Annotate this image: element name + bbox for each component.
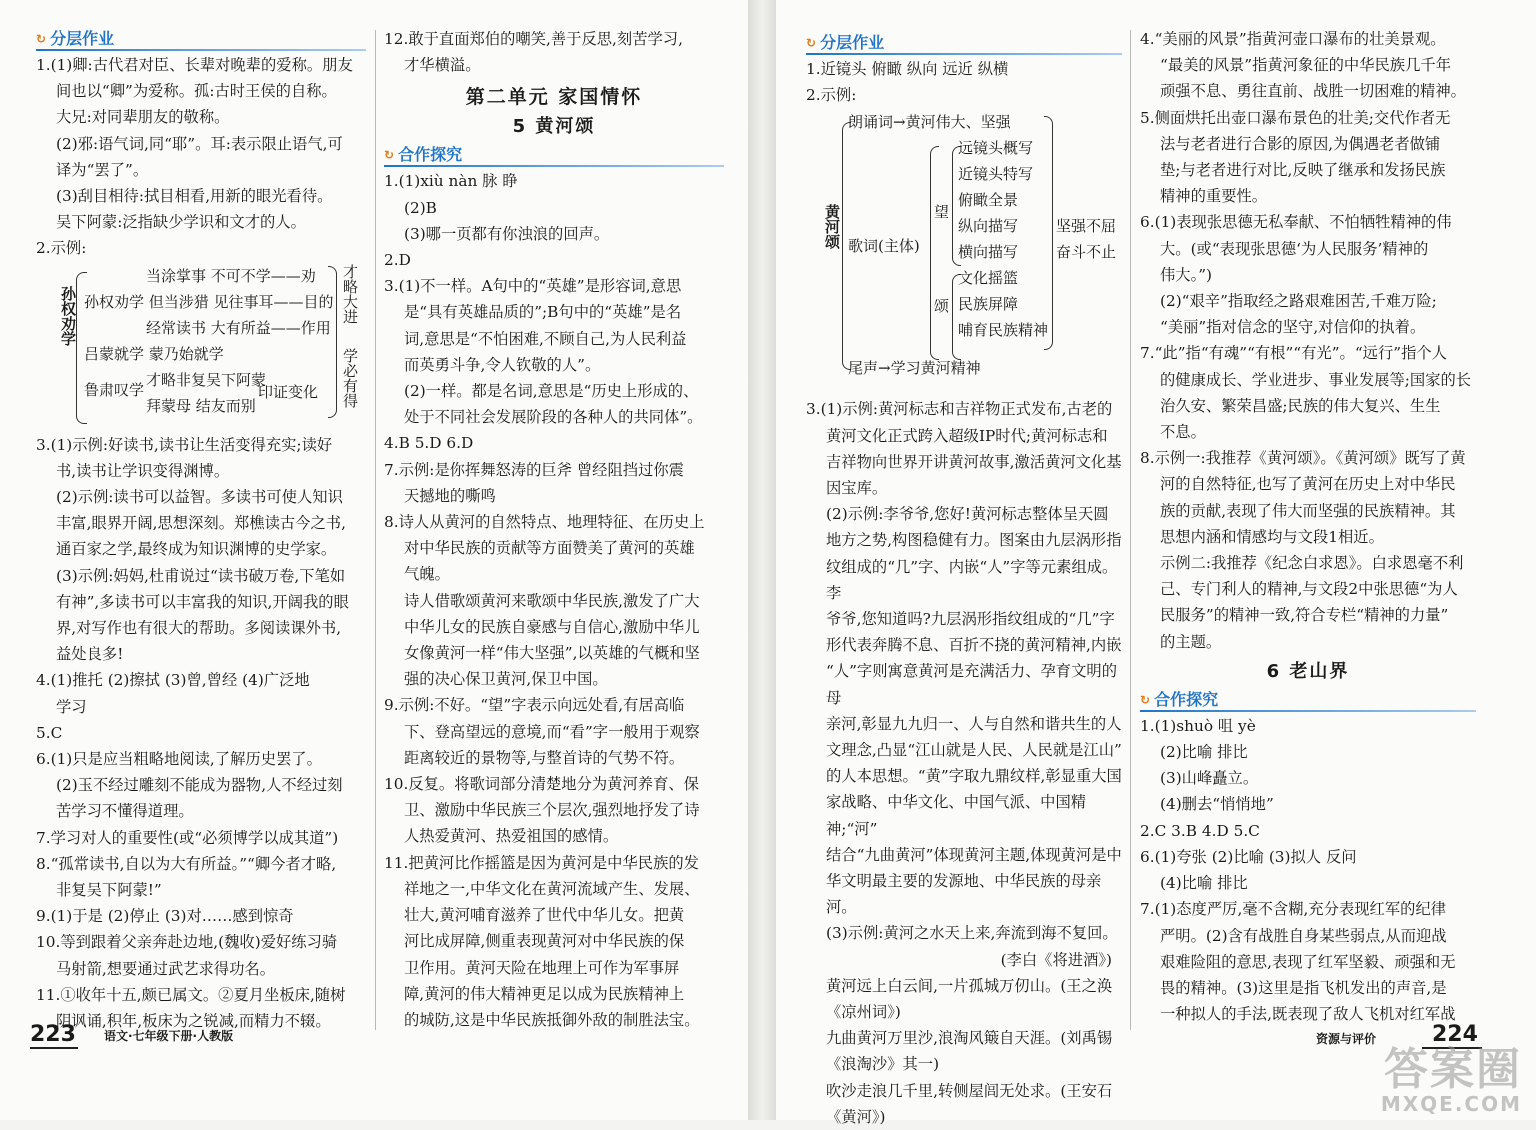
answer-line: 思想内涵和情感均与文段1相近。 bbox=[1160, 527, 1384, 546]
answer-line: 严明。(2)含有战胜自身某些弱点,从而迎战 bbox=[1160, 926, 1447, 945]
answer-line: 的主题。 bbox=[1160, 632, 1222, 651]
header-arrow-icon: ↻ bbox=[806, 35, 817, 50]
answer-line: 示例二:我推荐《纪念白求恩》。白求恩毫不利 bbox=[1160, 554, 1464, 573]
answer-line: (2)示例:读书可以益智。多读书可使人知识 bbox=[56, 488, 343, 507]
answer-line: 垫;与老者进行对比,反映了继承和发扬民族 bbox=[1160, 161, 1446, 180]
answer-line: “最美的风景”指黄河象征的中华民族几千年 bbox=[1160, 56, 1451, 75]
header-arrow-icon: ↻ bbox=[36, 31, 47, 46]
header-underline bbox=[1140, 710, 1476, 712]
left-column-1 bbox=[36, 26, 366, 1034]
answer-line: 九曲黄河万里沙,浪淘风簸自天涯。(刘禹锡 bbox=[826, 1029, 1113, 1048]
answer-line: 吹沙走浪几千里,转侧屋闾无处求。(王安石 bbox=[826, 1081, 1113, 1100]
answer-line: 益处良多! bbox=[56, 645, 124, 664]
answer-line: 1.(1)卿:古代君对臣、长辈对晚辈的爱称。朋友 bbox=[36, 56, 353, 74]
right-page bbox=[776, 0, 1536, 1126]
answer-line: 距离较近的景物等,与整首诗的气势不符。 bbox=[404, 748, 685, 767]
section-header-fenceng bbox=[36, 26, 366, 52]
answer-line: 学习 bbox=[56, 697, 87, 716]
left-column-2 bbox=[384, 26, 724, 1033]
answer-line: 形代表奔腾不息、百折不挠的黄河精神,内嵌 bbox=[826, 636, 1122, 655]
answer-line: (3)山峰矗立。 bbox=[1160, 769, 1259, 788]
answer-line: 大。(或“表现张思德‘为人民服务’精神的 bbox=[1160, 239, 1429, 258]
answer-line: 4.(1)推托 (2)擦拭 (3)曾,曾经 (4)广泛地 bbox=[36, 671, 310, 690]
answer-line: 文理念,凸显“江山就是人民、人民就是江山” bbox=[826, 741, 1122, 760]
diagram-result: 奋斗不止 bbox=[1056, 243, 1117, 262]
answer-line: 1.(1)shuò 咀 yè bbox=[1140, 716, 1256, 735]
section-header-hezuo bbox=[1140, 687, 1476, 713]
answer-line: 9.示例:不好。“望”字表示向远处看,有居高临 bbox=[384, 696, 685, 715]
answer-line: 壮大,黄河哺育滋养了世代中华儿女。把黄 bbox=[404, 906, 685, 925]
diagram-node: 远镜头概写 bbox=[958, 139, 1034, 158]
answer-line: 黄河文化正式跨入超级IP时代;黄河标志和 bbox=[826, 426, 1108, 445]
answer-line: (3)哪一页都有你浊浪的回声。 bbox=[404, 224, 610, 243]
answer-line: (2)邪:语气词,同“耶”。耳:表示限止语气,可 bbox=[56, 134, 343, 153]
answer-line: 5.C bbox=[36, 723, 63, 742]
answer-line: 通百家之学,最终成为知识渊博的史学家。 bbox=[56, 540, 337, 559]
answer-line: 结合“九曲黄河”体现黄河主题,体现黄河是中 bbox=[826, 845, 1122, 864]
diagram-node: 印证变化 bbox=[258, 382, 319, 401]
right-column-2 bbox=[1140, 26, 1476, 1027]
watermark bbox=[1380, 1044, 1522, 1116]
diagram-node: 颂 bbox=[934, 297, 950, 316]
diagram-node: 拜蒙母 结友而别 bbox=[146, 396, 256, 415]
answer-line: 7.(1)态度严厉,毫不含糊,充分表现红军的纪律 bbox=[1140, 900, 1447, 919]
page-gutter bbox=[748, 0, 776, 1120]
answer-line: 4.B 5.D 6.D bbox=[384, 434, 474, 453]
answer-line: 《黄河》) bbox=[826, 1107, 886, 1126]
diagram-node: 经常读书 大有所益——作用 bbox=[146, 318, 331, 337]
footer-rule bbox=[30, 1047, 78, 1049]
footer-book-title: 资源与评价 bbox=[1316, 1032, 1377, 1046]
answer-line: 的人本思想。“黄”字取九鼎纹样,彰显重大国 bbox=[826, 767, 1122, 786]
diagram-root-label: 孙权劝学 bbox=[59, 285, 77, 346]
answer-line: 12.敢于直面郑伯的嘲笑,善于反思,刻苦学习, bbox=[384, 30, 683, 48]
answer-line: 祥地之一,中华文化在黄河流域产生、发展、 bbox=[404, 879, 700, 898]
answer-line: 8.“孤常读书,自以为大有所益。”“卿今者才略, bbox=[36, 854, 337, 873]
answer-line: 9.(1)于是 (2)停止 (3)对……感到惊奇 bbox=[36, 907, 294, 926]
answer-line: (2)比喻 排比 bbox=[1160, 743, 1248, 762]
diagram-result: 学必有得 bbox=[341, 347, 359, 408]
watermark-url: MXQE.COM bbox=[1380, 1092, 1522, 1116]
answer-line: (3)刮目相待:拭目相看,用新的眼光看待。 bbox=[56, 187, 333, 206]
answer-line: (3)示例:黄河之水天上来,奔流到海不复回。 bbox=[826, 924, 1118, 943]
answer-line: 亲河,彰显九九归一、人与自然和谐共生的人 bbox=[826, 714, 1122, 733]
answer-line: 畏的精神。(3)这里是指飞机发出的声音,是 bbox=[1160, 978, 1447, 997]
answer-line: 界,对写作也有很大的帮助。多阅读课外书, bbox=[56, 619, 342, 638]
header-underline bbox=[36, 49, 366, 51]
diagram-node: 近镜头特写 bbox=[958, 165, 1034, 184]
answer-line: “人”字则寓意黄河是充满活力、孕育文明的母 bbox=[826, 662, 1117, 707]
diagram-result: 坚强不屈 bbox=[1056, 217, 1117, 236]
answer-line: 吴下阿蒙:泛指缺少学识和文才的人。 bbox=[56, 213, 306, 232]
answer-line: 吉祥物向世界开讲黄河故事,激活黄河文化基 bbox=[826, 452, 1122, 471]
answer-line: 地方之势,构图稳健有力。图案由九层涡形指 bbox=[826, 531, 1122, 550]
page-number: 224 bbox=[1432, 1022, 1478, 1047]
diagram-node: 哺育民族精神 bbox=[958, 321, 1049, 340]
section-header-fenceng bbox=[806, 30, 1122, 56]
answer-line: 3.(1)示例:好读书,读书让生活变得充实;读好 bbox=[36, 435, 333, 454]
answer-line: 家战略、中华文化、中国气派、中国精神;“河” bbox=[826, 793, 1087, 838]
answer-line: 非复吴下阿蒙!” bbox=[56, 881, 162, 900]
answer-line: 因宝库。 bbox=[826, 479, 888, 498]
section-header-hezuo bbox=[384, 142, 724, 168]
answer-line: 下、登高望远的意境,而“看”字一般用于观察 bbox=[404, 722, 700, 741]
answer-line: 精神的重要性。 bbox=[1160, 187, 1268, 206]
diagram-brace bbox=[1044, 116, 1053, 350]
answer-line: 而英勇斗争,令人钦敬的人”。 bbox=[404, 355, 601, 374]
answer-line: 是“具有英雄品质的”;B句中的“英雄”是名 bbox=[404, 303, 682, 322]
answer-line: 11.把黄河比作摇篮是因为黄河是中华民族的发 bbox=[384, 853, 699, 872]
answer-line: 爷爷,您知道吗?九层涡形指纹组成的“几”字 bbox=[826, 610, 1115, 629]
answer-line: 11.①收年十五,颇已属文。②夏月坐板床,随树 bbox=[36, 985, 346, 1004]
column-divider bbox=[1130, 30, 1131, 1030]
right-column-1 bbox=[806, 30, 1122, 1130]
answer-line: 河的自然特征,也写了黄河在历史上对中华民 bbox=[1160, 475, 1456, 494]
answer-line: 纹组成的“几”字、内嵌“人”字等元素组成。李 bbox=[826, 557, 1118, 602]
diagram-brace bbox=[930, 146, 939, 360]
answer-line: 才华横溢。 bbox=[404, 56, 481, 75]
answer-line: 3.(1)不一样。A句中的“英雄”是形容词,意思 bbox=[384, 277, 682, 296]
section-title: 合作探究 bbox=[398, 145, 463, 165]
answer-line: 顽强不息、勇往直前、战胜一切困难的精神。 bbox=[1160, 82, 1466, 101]
unit-title: 第二单元 家国情怀 bbox=[465, 86, 643, 109]
lesson-title: 6 老山界 bbox=[1266, 660, 1350, 682]
section-title: 分层作业 bbox=[50, 28, 115, 48]
answer-line: 对中华民族的贡献等方面赞美了黄河的英雄 bbox=[404, 539, 695, 558]
answer-line: (2)示例:李爷爷,您好!黄河标志整体呈天圆 bbox=[826, 505, 1109, 524]
answer-line: 4.“美丽的风景”指黄河壶口瀑布的壮美景观。 bbox=[1140, 30, 1446, 48]
answer-line: 法与老者进行合影的原因,为偶遇老者做铺 bbox=[1160, 134, 1441, 153]
answer-line: 族的贡献,表现了伟大而坚强的民族精神。其 bbox=[1160, 501, 1456, 520]
answer-line: 10.等到跟着父亲奔赴边地,(魏收)爱好练习骑 bbox=[36, 933, 338, 952]
answer-line: 6.(1)夸张 (2)比喻 (3)拟人 反问 bbox=[1140, 847, 1357, 866]
answer-line: 词,意思是“不怕困难,不顾自己,为人民利益 bbox=[404, 329, 687, 348]
diagram-node: 当涂掌事 不可不学——劝 bbox=[146, 266, 316, 285]
answer-line: 华文明最主要的发源地、中华民族的母亲河。 bbox=[826, 872, 1102, 917]
answer-line: 苦学习不懂得道理。 bbox=[56, 802, 194, 821]
answer-line: 间也以“卿”为爱称。孤:古时王侯的自称。 bbox=[56, 82, 337, 101]
answer-line: 译为“罢了”。 bbox=[56, 160, 149, 179]
diagram-root-label: 黄河颂 bbox=[823, 204, 841, 250]
answer-line: (4)删去“悄悄地” bbox=[1160, 795, 1274, 814]
diagram-node: 望 bbox=[934, 203, 950, 222]
answer-line: 5.侧面烘托出壶口瀑布景色的壮美;交代作者无 bbox=[1140, 108, 1451, 127]
answer-line: (2)一样。都是名词,意思是“历史上形成的、 bbox=[404, 382, 699, 401]
answer-line: 伟大。”) bbox=[1160, 265, 1213, 284]
footer-book-title: 语文·七年级下册·人教版 bbox=[104, 1029, 234, 1043]
page-number: 223 bbox=[30, 1022, 76, 1047]
diagram-node: 孙权劝学 但当涉猎 见往事耳——目的 bbox=[84, 292, 334, 311]
answer-line: 1.(1)xiù nàn 脉 睁 bbox=[384, 172, 518, 191]
answer-line: 不息。 bbox=[1160, 423, 1206, 442]
answer-line: 《浪淘沙》其一) bbox=[826, 1055, 940, 1074]
answer-line: 治久安、繁荣昌盛;民族的伟大复兴、生生 bbox=[1160, 396, 1441, 415]
answer-line: 中华儿女的民族自豪感与自信心,激励中华儿 bbox=[404, 617, 700, 636]
answer-line: 7.学习对人的重要性(或“必须博学以成其道”) bbox=[36, 828, 339, 847]
diagram-node: 纵向描写 bbox=[958, 217, 1019, 236]
answer-line: 己、专门利人的精神,与文段2中张思德“为人 bbox=[1160, 580, 1458, 599]
answer-line: (3)示例:妈妈,杜甫说过“读书破万卷,下笔如 bbox=[56, 566, 346, 585]
diagram-node: 俯瞰全景 bbox=[958, 191, 1019, 210]
answer-line: 障,黄河的伟大精神更足以成为民族精神上 bbox=[404, 984, 685, 1003]
answer-line: 的健康成长、学业进步、事业发展等;国家的长 bbox=[1160, 370, 1472, 389]
diagram-node: 文化摇篮 bbox=[958, 269, 1019, 288]
lesson-title: 5 黄河颂 bbox=[512, 116, 596, 138]
diagram-node: 朗诵词→黄河伟大、坚强 bbox=[848, 113, 1011, 132]
answer-line: 黄河远上白云间,一片孤城万仞山。(王之涣 bbox=[826, 976, 1113, 995]
answer-line: 2.C 3.B 4.D 5.C bbox=[1140, 821, 1260, 840]
answer-line: 一种拟人的手法,既表现了敌人飞机对红军战 bbox=[1160, 1005, 1456, 1024]
answer-line: (2)B bbox=[404, 198, 437, 217]
answer-line: 2.示例: bbox=[36, 239, 87, 258]
diagram-brace bbox=[328, 266, 337, 418]
answer-line: 7.示例:是你挥舞怒涛的巨斧 曾经阻挡过你震 bbox=[384, 460, 684, 479]
header-arrow-icon: ↻ bbox=[384, 148, 395, 163]
diagram-node: 尾声→学习黄河精神 bbox=[848, 359, 981, 378]
answer-line: 6.(1)表现张思德无私奉献、不怕牺牲精神的伟 bbox=[1140, 213, 1452, 232]
structure-diagram-sunquan bbox=[36, 262, 366, 432]
answer-line: 气魄。 bbox=[404, 565, 450, 584]
answer-line: 书,读书让学识变得渊博。 bbox=[56, 461, 230, 480]
diagram-node: 吕蒙就学 蒙乃始就学 bbox=[84, 344, 224, 363]
header-underline bbox=[806, 53, 1122, 55]
answer-line: 8.示例一:我推荐《黄河颂》。《黄河颂》既写了黄 bbox=[1140, 449, 1466, 468]
answer-line: 2.示例: bbox=[806, 86, 857, 105]
answer-line: 民服务”的精神一致,符合专栏“精神的力量” bbox=[1160, 606, 1449, 625]
answer-line: 大兄:对同辈朋友的敬称。 bbox=[56, 108, 230, 127]
structure-diagram-huanghesong bbox=[806, 108, 1122, 396]
answer-line: 有神”,多读书可以丰富我的知识,开阔我的眼 bbox=[56, 592, 349, 611]
answer-line: “美丽”指对信念的坚守,对信仰的执着。 bbox=[1160, 318, 1426, 337]
diagram-node: 横向描写 bbox=[958, 243, 1019, 262]
answer-line: 1.近镜头 俯瞰 纵向 远近 纵横 bbox=[806, 60, 1009, 78]
answer-line: 艰难险阻的意思,表现了红军坚毅、顽强和无 bbox=[1160, 952, 1456, 971]
answer-line: 丰富,眼界开阔,思想深刻。郑樵读古今之书, bbox=[56, 514, 346, 533]
diagram-node: 才略非复吴下阿蒙 bbox=[146, 370, 267, 389]
answer-line: 天撼地的嘶鸣 bbox=[404, 486, 496, 505]
answer-line: (4)比喻 排比 bbox=[1160, 874, 1248, 893]
answer-line: 7.“此”指“有魂”“有根”“有光”。“远行”指个人 bbox=[1140, 344, 1447, 363]
answer-line: 卫作用。黄河天险在地理上可作为军事屏 bbox=[404, 958, 680, 977]
answer-line: 10.反复。将歌词部分清楚地分为黄河养育、保 bbox=[384, 775, 699, 794]
diagram-node: 鲁肃叹学 bbox=[84, 380, 145, 399]
answer-line: 强的决心保卫黄河,保卫中国。 bbox=[404, 670, 608, 689]
answer-line: 处于不同社会发展阶段的各种人的共同体”。 bbox=[404, 408, 703, 427]
header-arrow-icon: ↻ bbox=[1140, 692, 1151, 707]
answer-line: 人热爱黄河、热爱祖国的感情。 bbox=[404, 827, 619, 846]
answer-line: 8.诗人从黄河的自然特点、地理特征、在历史上 bbox=[384, 513, 705, 532]
answer-line: 阴讽诵,积年,板床为之锐减,而精力不辍。 bbox=[56, 1012, 331, 1031]
answer-line: 河比成屏障,侧重表现黄河对中华民族的保 bbox=[404, 932, 685, 951]
quote-source: (李白《将进酒》) bbox=[1000, 950, 1112, 969]
answer-line: 《凉州词》) bbox=[826, 1003, 901, 1022]
section-title: 分层作业 bbox=[820, 32, 885, 52]
answer-line: (2)“艰辛”指取经之路艰难困苦,千难万险; bbox=[1160, 292, 1437, 311]
section-title: 合作探究 bbox=[1154, 689, 1219, 709]
answer-line: 女像黄河一样“伟大坚强”,以英雄的气概和坚 bbox=[404, 644, 700, 663]
answer-line: 3.(1)示例:黄河标志和吉祥物正式发布,古老的 bbox=[806, 400, 1113, 419]
answer-line: 2.D bbox=[384, 251, 411, 270]
diagram-node: 歌词(主体) bbox=[848, 237, 920, 256]
watermark-logo-text: 答案圈 bbox=[1384, 1044, 1522, 1095]
answer-line: (2)玉不经过雕刻不能成为器物,人不经过刻 bbox=[56, 776, 343, 795]
answer-line: 6.(1)只是应当粗略地阅读,了解历史罢了。 bbox=[36, 750, 322, 769]
column-divider bbox=[375, 30, 376, 1030]
header-underline bbox=[384, 165, 724, 167]
answer-line: 的城防,这是中华民族抵御外敌的制胜法宝。 bbox=[404, 1010, 700, 1029]
answer-line: 卫、激励中华民族三个层次,强烈地抒发了诗 bbox=[404, 801, 700, 820]
left-page bbox=[0, 0, 748, 1120]
diagram-result: 才略大进 bbox=[341, 263, 359, 324]
diagram-node: 民族屏障 bbox=[958, 295, 1019, 314]
answer-line: 马射箭,想要通过武艺求得功名。 bbox=[56, 959, 276, 978]
answer-line: 诗人借歌颂黄河来歌颂中华民族,激发了广大 bbox=[404, 591, 700, 610]
